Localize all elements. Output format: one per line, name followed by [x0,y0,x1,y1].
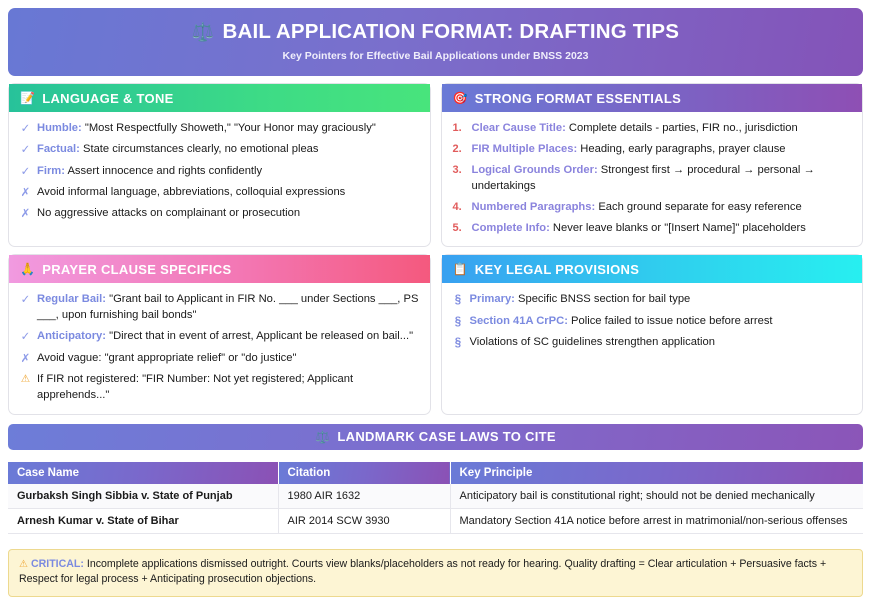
list-item-text [470,314,852,330]
list-item [453,142,852,158]
clipboard-icon: 📋 [452,262,468,277]
list-number: 2. [452,142,462,155]
card-title-prayer-clause: PRAYER CLAUSE SPECIFICS [42,261,232,277]
page-subtitle: Key Pointers for Effective Bail Applications under BNSS 2023 [282,50,589,63]
list-number: 4. [452,200,462,213]
list-item-body: "Most Respectfully Showeth," "Your Honor may graciously" [84,122,376,134]
cross-icon: ✗ [20,352,31,365]
list-number: 3. [452,163,462,176]
memo-pencil-icon: 📝 [20,91,36,105]
folded-hands-icon: 🙏 [20,262,36,277]
list-item [453,121,852,137]
cards-row-top [8,83,863,247]
list-item-text [37,121,419,137]
scales-of-justice-icon: ⚖️ [315,429,331,444]
list-number: 5. [452,221,462,234]
list-item [20,164,419,180]
list-item-text [37,142,419,158]
list-item-body: State circumstances clearly, no emotional pleas [83,143,319,156]
page-title-text: BAIL APPLICATION FORMAT: DRAFTING TIPS [222,19,680,43]
card-header-strong-format [442,84,863,112]
list-item [453,200,852,216]
check-icon: ✓ [20,331,31,344]
list-item-body: Strongest first → procedural → personal → undertakings [471,163,815,192]
main-header [8,8,863,76]
card-language-tone [8,83,431,247]
list-item-text [472,121,852,137]
list-item [20,121,419,137]
list-item [20,351,419,367]
case-laws-table [8,462,863,534]
list-item [20,329,419,345]
card-body-prayer-clause [9,283,430,413]
cell-case-name: Gurbaksh Singh Sibbia v. State of Punjab [8,484,278,509]
section-symbol-icon: § [454,315,462,328]
table-header-key-principle: Key Principle [450,462,863,484]
card-prayer-clause [8,254,431,414]
card-key-legal-provisions [441,254,864,414]
list-item-body: "Grant bail to Applicant in FIR No. ___ under Sections ___, PS ___, upon furnishing bail bonds" [37,293,419,322]
landmark-banner [8,424,863,450]
check-icon: ✓ [20,123,31,135]
list-item-body: Heading, early paragraphs, prayer clause [580,142,786,155]
card-title-key-legal-provisions: KEY LEGAL PROVISIONS [474,261,640,277]
table-header-citation: Citation [278,462,450,484]
list-item [20,292,419,324]
list-item [20,142,419,158]
card-body-language-tone [9,112,430,246]
card-body-key-legal-provisions [442,283,863,413]
list-item-body: Never leave blanks or "[Insert Name]" placeholders [552,221,806,234]
card-title-strong-format: STRONG FORMAT ESSENTIALS [474,90,682,106]
list-item-body: Assert innocence and rights confidently [67,164,263,177]
list-item [20,206,419,222]
cell-citation: AIR 2014 SCW 3930 [278,508,450,533]
list-item-label: Numbered Paragraphs: [471,200,596,213]
table-header-case-name: Case Name [8,462,278,484]
list-item-label: Firm: [37,164,65,177]
list-item [20,185,419,201]
list-item-label: Humble: [37,122,82,134]
check-icon: ✓ [20,144,31,157]
list-item [453,335,852,351]
list-item [453,314,852,330]
list-item-body: Each ground separate for easy reference [598,200,802,213]
card-header-prayer-clause [9,255,430,283]
check-icon: ✓ [20,165,31,178]
cell-key-principle: Anticipatory bail is constitutional right; should not be denied mechanically [450,484,863,509]
list-item-body: Avoid informal language, abbreviations, colloquial expressions [37,185,346,198]
list-item-text [472,221,852,237]
cell-case-name: Arnesh Kumar v. State of Bihar [8,508,278,533]
table-row [8,484,863,509]
section-symbol-icon: § [454,294,462,307]
cell-key-principle: Mandatory Section 41A notice before arrest in matrimonial/non-serious offenses [450,508,863,533]
cell-citation: 1980 AIR 1632 [278,484,450,509]
list-item-label: Factual: [37,143,80,156]
section-symbol-icon: § [454,337,462,350]
card-title-language-tone: LANGUAGE & TONE [42,90,174,106]
list-item-body: "Direct that in event of arrest, Applicant be released on bail..." [109,330,414,343]
list-number: 1. [452,122,462,134]
list-item-label: Clear Cause Title: [471,122,566,134]
list-item-label: Regular Bail: [37,293,107,306]
list-item [453,292,852,308]
list-item-body: No aggressive attacks on complainant or prosecution [37,207,301,220]
critical-warning-banner [8,549,863,597]
list-item-label: Section 41A CrPC: [469,314,568,327]
list-item-label: Primary: [469,293,515,306]
list-item [453,163,852,195]
critical-label: CRITICAL: [30,557,84,570]
card-strong-format [441,83,864,247]
list-item-body: Police failed to issue notice before arrest [571,314,773,327]
warning-triangle-icon: ⚠ [19,558,28,570]
critical-text: Incomplete applications dismissed outright. Courts view blanks/placeholders as not ready for hearing. Quality drafting = Clear articulation + Persuasive facts + Respect for legal process + Anticipating prosecution objections. [19,557,827,586]
cross-icon: ✗ [20,186,31,199]
warning-triangle-icon: ⚠ [20,372,31,385]
list-item-text [37,329,419,345]
list-item-text [472,163,852,195]
list-item [453,221,852,237]
cards-row-bottom [8,254,863,414]
table-row [8,508,863,533]
landmark-banner-title: LANDMARK CASE LAWS TO CITE [337,429,556,445]
list-item-body: Specific BNSS section for bail type [518,293,691,306]
list-item-body: Avoid vague: "grant appropriate relief" or "do justice" [37,351,297,364]
list-item-text [472,142,852,158]
card-header-language-tone [9,84,430,112]
list-item [20,372,419,404]
cross-icon: ✗ [20,208,31,221]
list-item-body: Violations of SC guidelines strengthen application [469,336,715,349]
list-item-text [470,292,852,308]
card-header-key-legal-provisions [442,255,863,283]
list-item-body: Complete details - parties, FIR no., jurisdiction [568,122,798,134]
page-title [191,19,680,43]
list-item-text [37,164,419,180]
check-icon: ✓ [20,294,31,307]
list-item-label: FIR Multiple Places: [471,142,578,155]
list-item-label: Logical Grounds Order: [471,163,598,176]
list-item-label: Anticipatory: [37,330,106,343]
scales-of-justice-icon: ⚖️ [191,22,215,42]
table-header-row [8,462,863,484]
list-item-text [37,292,419,324]
card-body-strong-format [442,112,863,246]
list-item-body: If FIR not registered: "FIR Number: Not yet registered; Applicant apprehends..." [37,372,354,401]
dart-target-icon: 🎯 [452,91,468,105]
list-item-text [472,200,852,216]
list-item-label: Complete Info: [471,221,550,234]
